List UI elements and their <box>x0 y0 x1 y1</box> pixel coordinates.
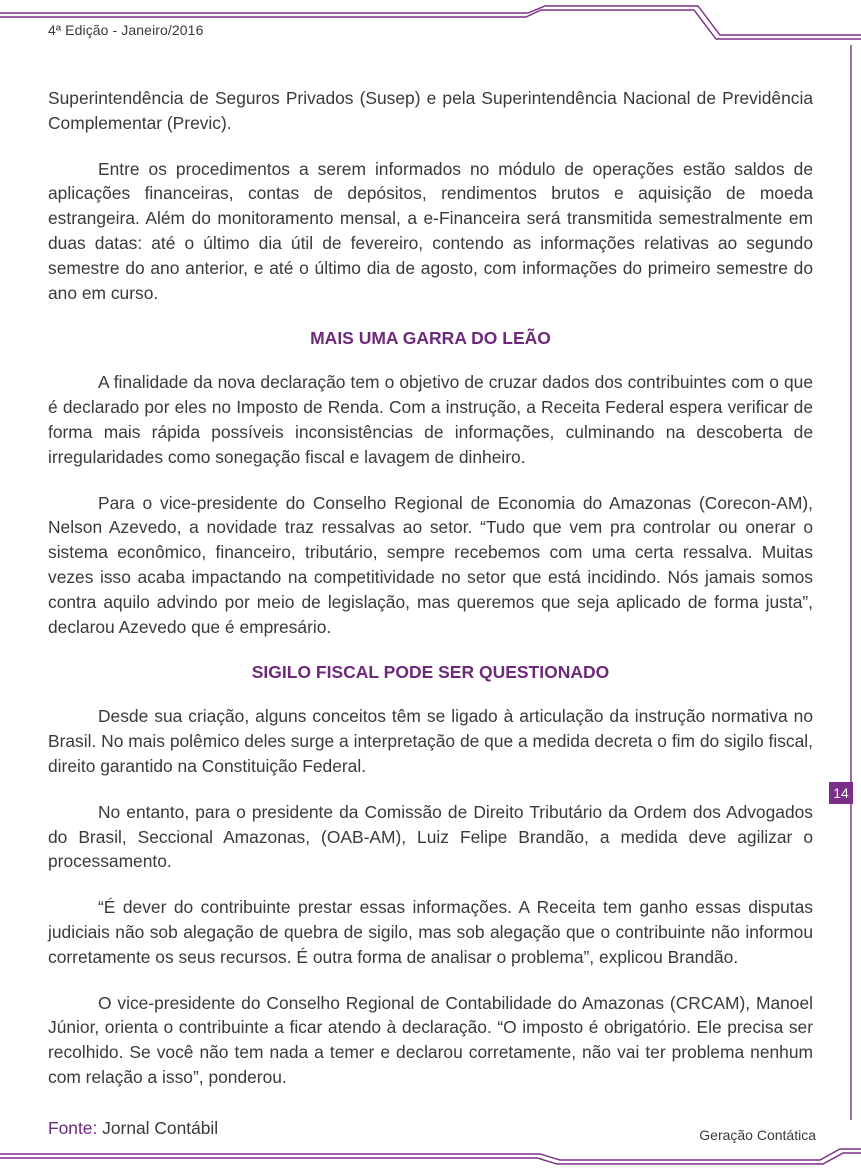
article-body <box>48 86 813 1141</box>
section-heading-sigilo: SIGILO FISCAL PODE SER QUESTIONADO <box>251 662 610 683</box>
source-line <box>48 1116 813 1141</box>
source-value: Jornal Contábil <box>102 1117 219 1138</box>
header-edition: 4ª Edição - Janeiro/2016 <box>48 22 204 38</box>
paragraph-criacao: Desde sua criação, alguns conceitos têm se ligado à articulação da instrução normativa no Brasil. No mais polêmico deles surge a interpretação de que a medida decreta o fim do sigilo fiscal, direito garantido na Constituição Federal. <box>48 706 813 776</box>
source-label: Fonte: <box>48 1117 98 1138</box>
paragraph-oab: No entanto, para o presidente da Comissão de Direito Tributário da Ordem dos Advogados do Brasil, Seccional Amazonas, (OAB-AM), Luiz Felipe Brandão, a medida deve agilizar o processamento. <box>48 801 813 872</box>
section-heading-garra: MAIS UMA GARRA DO LEÃO <box>310 328 551 349</box>
paragraph-continuation: Superintendência de Seguros Privados (Susep) e pela Superintendência Nacional de Previdência Complementar (Previc). <box>48 88 813 133</box>
paragraph-procedures: Entre os procedimentos a serem informados no módulo de operações estão saldos de aplicações financeiras, contas de depósitos, rendimentos brutos e aquisição de moeda estrangeira. Além do monitoramento mensal, a e-Financeira será transmitida semestralmente em duas datas: até o último dia útil de fevereiro, contendo as informações relativas ao segundo semestre do ano anterior, e até o último dia de agosto, com informações do primeiro semestre do ano em curso. <box>48 158 813 303</box>
paragraph-crcam: O vice-presidente do Conselho Regional de Contabilidade do Amazonas (CRCAM), Manoel Júnior, orienta o contribuinte a ficar atendo à declaração. “O imposto é obrigatório. Ele precisa ser recolhido. Se você não tem nada a temer e declarou corretamente, não vai ter problema nenhum com relação a isso”, ponderou. <box>48 992 813 1087</box>
paragraph-finalidade: A finalidade da nova declaração tem o objetivo de cruzar dados dos contribuintes com o que é declarado por eles no Imposto de Renda. Com a instrução, a Receita Federal espera verificar de forma mais rápida possíveis inconsistências de informações, culminando na descoberta de irregularidades como sonegação fiscal e lavagem de dinheiro. <box>48 372 813 467</box>
page-number-badge: 14 <box>829 782 853 804</box>
paragraph-dever: “É dever do contribuinte prestar essas informações. A Receita tem ganho essas disputas judiciais não sob alegação de quebra de sigilo, mas sob alegação que o contribuinte não informou corretamente os seus recursos. É outra forma de analisar o problema”, explicou Brandão. <box>48 897 813 967</box>
footer-magazine-name: Geração Contática <box>699 1127 816 1143</box>
paragraph-corecon: Para o vice-presidente do Conselho Regional de Economia do Amazonas (Corecon-AM), Nelson Azevedo, a novidade traz ressalvas ao setor. “Tudo que vem pra controlar ou onerar o sistema econômico, financeiro, tributário, sempre recebemos com uma certa ressalva. Muitas vezes isso acaba impactando na competitividade no setor que está incidindo. Nós jamais somos contra aquilo advindo por meio de legislação, mas queremos que seja aplicado de forma justa”, declarou Azevedo que é empresário. <box>48 492 813 637</box>
